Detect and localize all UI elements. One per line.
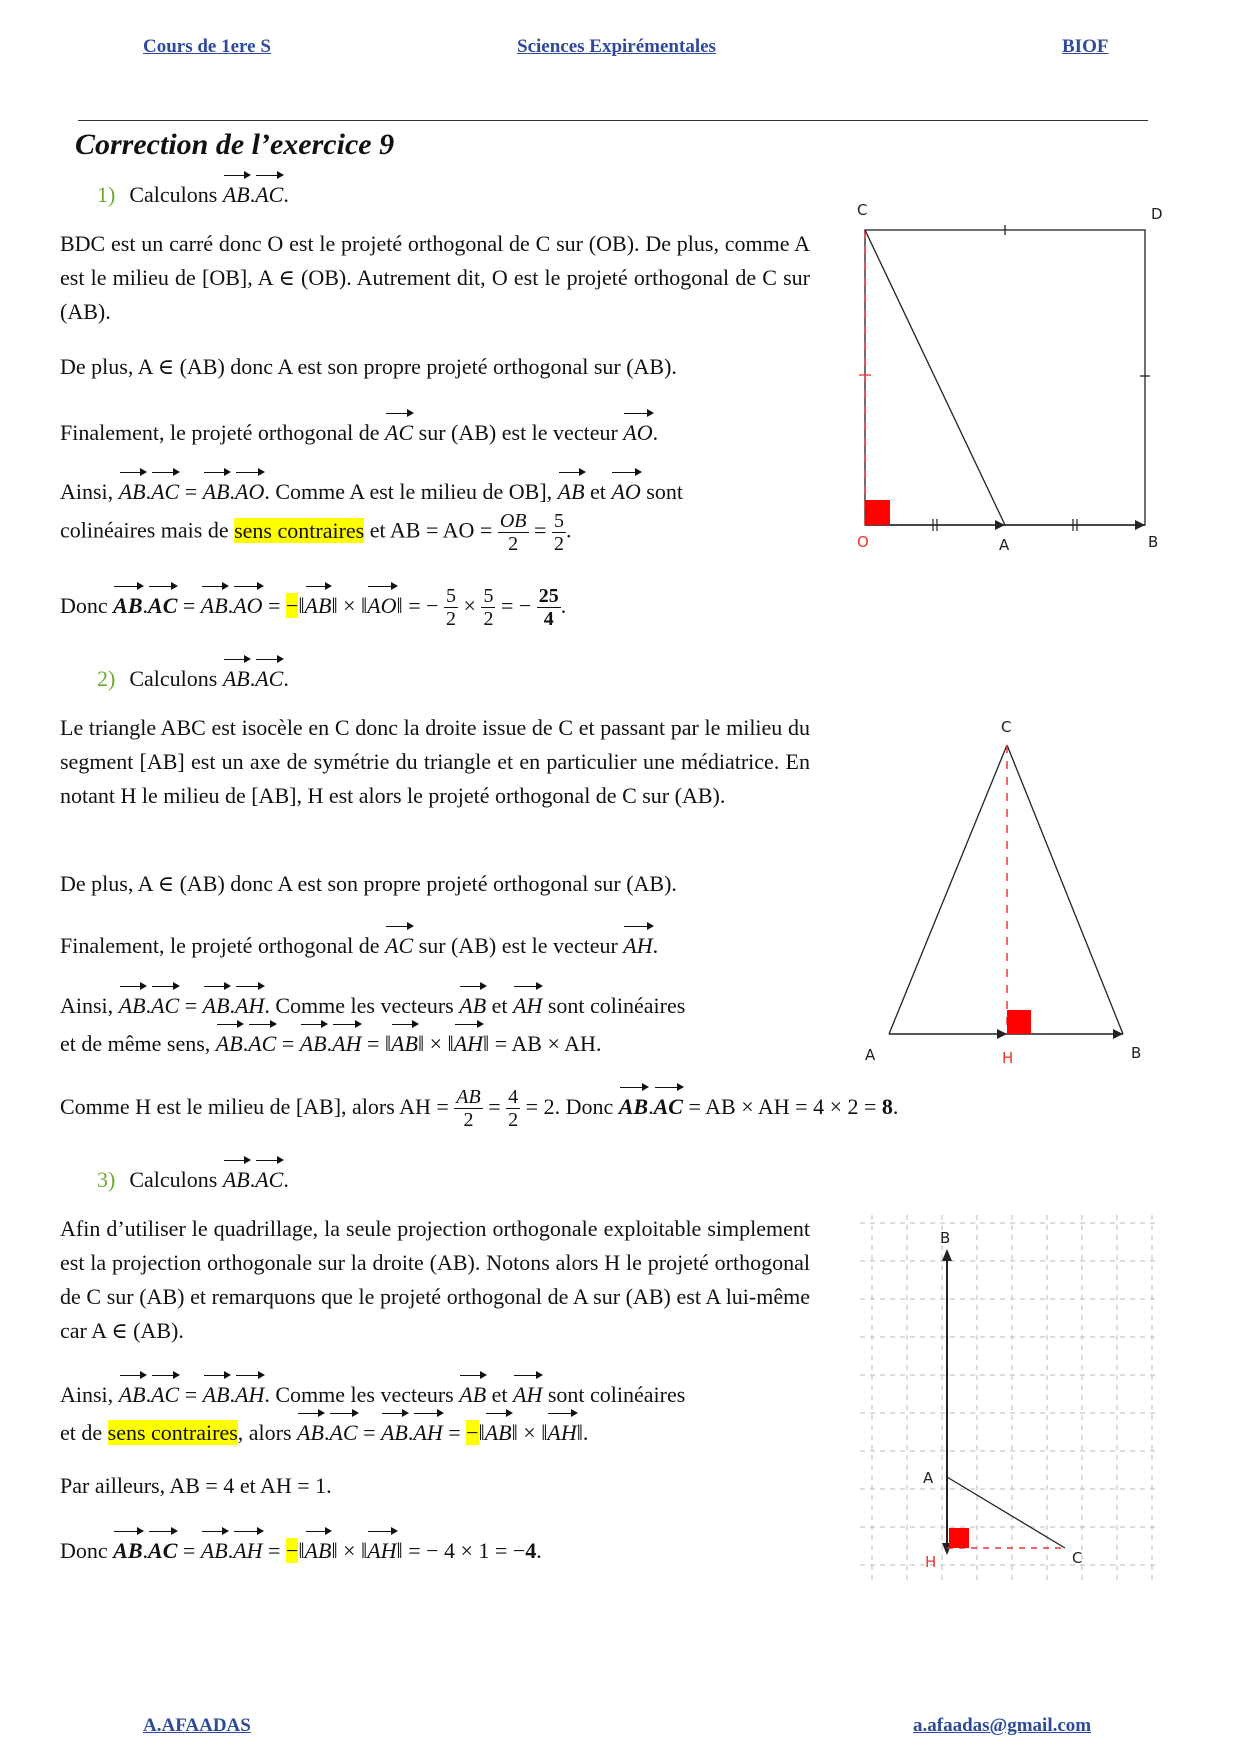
arrow-B-icon — [942, 1249, 952, 1261]
label-C: C — [1001, 718, 1012, 736]
q1-paragraph-2: De plus, A ∈ (AB) donc A est son propre projeté orthogonal sur (AB). — [60, 354, 677, 379]
segment-CA — [865, 230, 1005, 525]
header-course[interactable]: Cours de 1ere S — [143, 36, 271, 57]
q3-paragraph-4: Par ailleurs, AB = 4 et AH = 1. — [60, 1473, 332, 1498]
q1-heading: 1) Calculons AB.AC. — [97, 173, 289, 212]
label-B: B — [940, 1229, 951, 1247]
q1-paragraph-6: Donc AB.AC = AB.AO = −‖AB‖ × ‖AO‖ = − $\frac{5}{2}$ × $\frac{5}{2}$ = − $\frac{25}{4}$ . — [60, 585, 567, 631]
q3-paragraph-1: Afin d’utiliser le quadrillage, la seule projection orthogonale exploitable simplement est la projection orthogonale sur la droite (AB). Notons alors H le projeté orthogonal de C sur (AB) et remarquons que le projeté orthogonal de A sur (AB) est A lui-même car A ∈ (AB). — [60, 1216, 810, 1343]
page-title: Correction de l’exercice 9 — [75, 128, 395, 161]
q1-paragraph-4: Ainsi, AB.AC = AB.AO. Comme A est le milieu de OB], AB et AO sont — [60, 470, 683, 509]
header-subject[interactable]: Sciences Expirémentales — [517, 36, 716, 57]
arrow-H-icon — [997, 1029, 1007, 1039]
right-angle-marker — [1007, 1010, 1031, 1034]
segment-CB — [1007, 745, 1123, 1034]
q2-paragraph-1: Le triangle ABC est isocèle en C donc la droite issue de C et passant par le milieu du segment [AB] est un axe de symétrie du triangle et en particulier une médiatrice. En notant H le milieu de [AB], H est alors le projeté orthogonal de C sur (AB). — [60, 715, 810, 808]
label-C: C — [857, 201, 868, 219]
q1-paragraph-1: BDC est un carré donc O est le projeté orthogonal de C sur (OB). De plus, comme A est le milieu de [OB], A ∈ (OB). Autrement dit, O est le projeté orthogonal de C sur (AB). — [60, 231, 810, 324]
q3-paragraph-2: Ainsi, AB.AC = AB.AH. Comme les vecteurs AB et AH sont colinéaires — [60, 1373, 685, 1412]
right-angle-marker — [949, 1528, 969, 1548]
q2-paragraph-3: Finalement, le projeté orthogonal de AC sur (AB) est le vecteur AH. — [60, 924, 658, 963]
q3-heading: 3) Calculons AB.AC. — [97, 1158, 289, 1197]
figure-triangle — [855, 710, 1155, 1070]
square-outline — [865, 230, 1145, 525]
header-rule — [78, 120, 1148, 121]
label-H: H — [1002, 1049, 1014, 1067]
q2-heading: 2) Calculons AB.AC. — [97, 657, 289, 696]
label-A: A — [865, 1046, 876, 1064]
label-A: A — [999, 536, 1010, 554]
segment-AC — [889, 745, 1007, 1034]
label-O: O — [857, 533, 869, 551]
footer-author[interactable]: A.AFAADAS — [143, 1715, 251, 1736]
grid-lines — [860, 1215, 1160, 1585]
label-A: A — [923, 1469, 934, 1487]
label-C: C — [1072, 1549, 1083, 1567]
q3-paragraph-5: Donc AB.AC = AB.AH = −‖AB‖ × ‖AH‖ = − 4 × 1 = −4. — [60, 1529, 542, 1568]
arrow-B-icon — [1135, 520, 1145, 530]
figure-grid — [860, 1215, 1160, 1585]
figure-square — [845, 200, 1165, 560]
q1-paragraph-3: Finalement, le projeté orthogonal de AC sur (AB) est le vecteur AO. — [60, 411, 658, 450]
footer-email[interactable]: a.afaadas@gmail.com — [913, 1715, 1092, 1736]
q3-paragraph-3: et de sens contraires, alors AB.AC = AB.AH = −‖AB‖ × ‖AH‖. — [60, 1411, 588, 1450]
label-D: D — [1151, 205, 1163, 223]
q2-paragraph-6: Comme H est le milieu de [AB], alors AH = $\frac{AB}{2}$ = $\frac{4}{2}$ = 2. Donc AB.AC = AB × AH = 4 × 2 = 8. — [60, 1086, 899, 1132]
q1-paragraph-5: colinéaires mais de sens contraires et AB = AO = $\frac{OB}{2}$ = $\frac{5}{2}$ . — [60, 510, 572, 555]
label-B: B — [1148, 533, 1159, 551]
q2-paragraph-4: Ainsi, AB.AC = AB.AH. Comme les vecteurs AB et AH sont colinéaires — [60, 984, 685, 1023]
label-B: B — [1131, 1044, 1142, 1062]
header-biof[interactable]: BIOF — [1062, 36, 1109, 57]
q2-paragraph-5: et de même sens, AB.AC = AB.AH = ‖AB‖ × ‖AH‖ = AB × AH. — [60, 1022, 601, 1061]
q2-paragraph-2: De plus, A ∈ (AB) donc A est son propre projeté orthogonal sur (AB). — [60, 871, 677, 896]
right-angle-marker — [865, 500, 890, 525]
label-H: H — [925, 1553, 937, 1571]
